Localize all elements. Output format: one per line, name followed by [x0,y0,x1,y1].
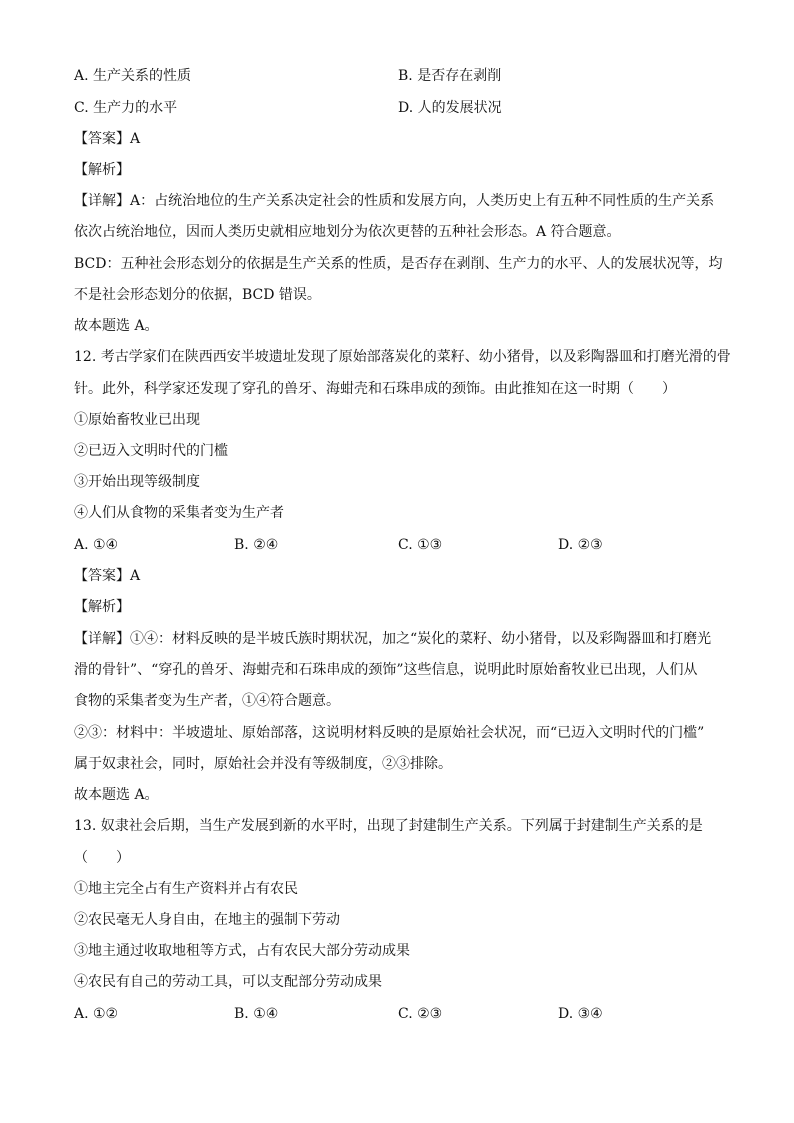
q13-item: ②农民毫无人身自由，在地主的强制下劳动 [74,912,340,928]
q11-answer: 【答案】A [74,131,141,147]
q11-detail-line: BCD：五种社会形态划分的依据是生产关系的性质，是否存在剥削、生产力的水平、人的发展状况等，均 [74,256,723,272]
q12-analysis-label: 【解析】 [74,599,130,615]
q11-analysis-label: 【解析】 [74,162,130,178]
q12-item: ④人们从食物的采集者变为生产者 [74,505,284,521]
q12-item: ②已迈入文明时代的门槛 [74,443,228,459]
q12-detail-line: 【详解】①④：材料反映的是半坡氏族时期状况，加之“炭化的菜籽、幼小猪骨，以及彩陶器皿和打磨光 [74,631,712,647]
q12-answer: 【答案】A [74,568,141,584]
q12-option-b: B. ②④ [234,537,279,553]
q12-stem-line: 12. 考古学家们在陕西西安半坡遗址发现了原始部落炭化的菜籽、幼小猪骨，以及彩陶器皿和打磨光滑的骨 [74,349,731,365]
q13-option-a: A. ①② [74,1006,119,1022]
q11-detail-line: 依次占统治地位，因而人类历史就相应地划分为依次更替的五种社会形态。A 符合题意。 [74,224,621,240]
q11-option-c: C. 生产力的水平 [74,100,178,116]
q13-option-d: D. ③④ [558,1006,603,1022]
q13-stem-line: （ ） [74,850,130,866]
q12-detail-line: 故本题选 A。 [74,787,159,803]
q12-detail-line: 滑的骨针”、“穿孔的兽牙、海蚶壳和石珠串成的颈饰”这些信息，说明此时原始畜牧业已出现，人们从 [74,662,698,678]
q13-item: ①地主完全占有生产资料并占有农民 [74,881,298,897]
q12-option-c: C. ①③ [398,537,443,553]
q12-option-d: D. ②③ [558,537,603,553]
q11-option-b: B. 是否存在剥削 [398,68,502,84]
q12-stem-line: 针。此外，科学家还发现了穿孔的兽牙、海蚶壳和石珠串成的颈饰。由此推知在这一时期（ ） [74,381,676,397]
q11-detail-line: 不是社会形态划分的依据，BCD 错误。 [74,287,321,303]
q11-option-a: A. 生产关系的性质 [74,68,192,84]
q13-stem-line: 13. 奴隶社会后期，当生产发展到新的水平时，出现了封建制生产关系。下列属于封建制生产关系的是 [74,818,703,834]
q12-detail-line: 食物的采集者变为生产者，①④符合题意。 [74,693,340,709]
q11-detail-line: 【详解】A：占统治地位的生产关系决定社会的性质和发展方向，人类历史上有五种不同性质的生产关系 [74,193,715,209]
q11-detail-line: 故本题选 A。 [74,318,159,334]
q12-item: ③开始出现等级制度 [74,474,200,490]
q13-option-c: C. ②③ [398,1006,443,1022]
q13-item: ③地主通过收取地租等方式，占有农民大部分劳动成果 [74,943,410,959]
q13-item: ④农民有自己的劳动工具，可以支配部分劳动成果 [74,974,382,990]
q12-item: ①原始畜牧业已出现 [74,412,200,428]
q12-option-a: A. ①④ [74,537,119,553]
q13-option-b: B. ①④ [234,1006,279,1022]
q12-detail-line: 属于奴隶社会，同时，原始社会并没有等级制度，②③排除。 [74,756,452,772]
q11-option-d: D. 人的发展状况 [398,100,502,116]
q12-detail-line: ②③：材料中：半坡遗址、原始部落，这说明材料反映的是原始社会状况，而“已迈入文明时代的门槛” [74,725,705,741]
